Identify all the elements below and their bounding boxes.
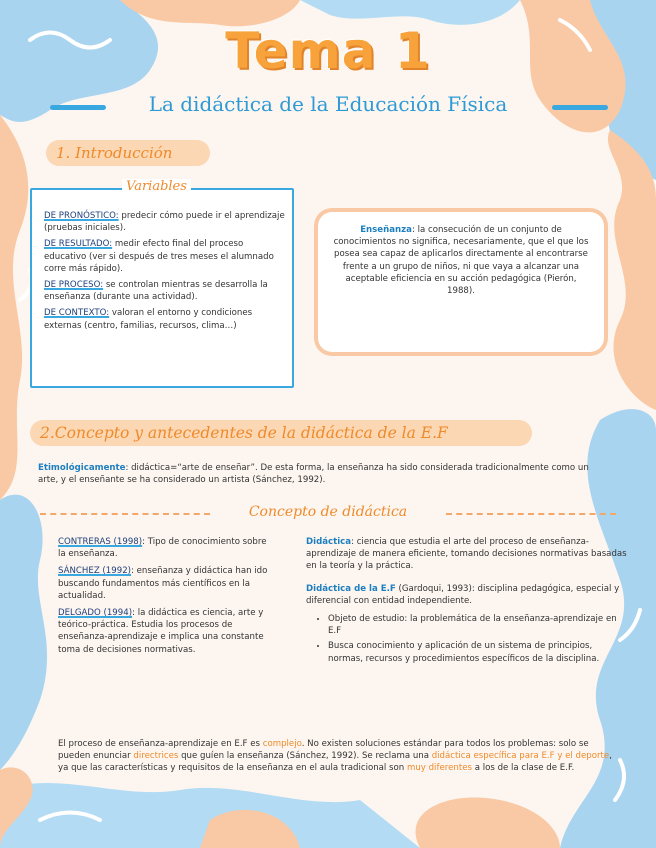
section-1-heading: 1. Introducción [46, 140, 210, 166]
closing-highlight: complejo [262, 739, 302, 749]
ensenanza-box [318, 212, 604, 352]
variable-term: DE RESULTADO: [44, 239, 113, 250]
page-title: Tema 1 [225, 22, 431, 80]
concepto-divider [40, 504, 616, 524]
variables-box [30, 179, 294, 388]
variables-title: Variables [122, 179, 191, 194]
subtitle-row [0, 92, 656, 120]
author-item [58, 607, 272, 656]
etimologia-term: Etimológicamente [38, 463, 126, 473]
author-term: DELGADO (1994) [58, 608, 133, 619]
variable-text: predecir cómo puede ir el aprendizaje (pruebas iniciales). [44, 211, 285, 234]
concepto-title: Concepto de didáctica [40, 504, 616, 520]
author-term: CONTRERAS (1998) [58, 537, 143, 547]
variable-text: medir efecto final del proceso educativo (ver si después de tres meses el alumnado corre más rápido). [44, 239, 274, 274]
bullet-item: • Objeto de estudio: la problemática de la enseñanza-aprendizaje en E.F [328, 613, 628, 637]
closing-text: , ya que las características y requisitos de la enseñanza en el aula tradicional son [58, 751, 612, 774]
didactica-ef-term: Didáctica de la E.F [306, 583, 396, 594]
ensenanza-text: : la consecución de un conjunto de conocimientos no significa, necesariamente, que el que los posea sea capaz de aplicarlos directamente al encontrarse frente a un grupo de niños, ni que vaya a alcanzar una aceptable eficiencia en su acción pedagógica (Pierón, 1988). [333, 225, 589, 297]
variable-term: DE CONTEXTO: [44, 308, 110, 319]
bullet-item: • Busca conocimiento y aplicación de un sistema de principios, normas, recursos y procedimientos específicos de la disciplina. [328, 640, 628, 664]
variable-item [44, 279, 286, 303]
author-item [58, 536, 272, 560]
closing-highlight: didáctica específica para E.F y el deporte [431, 751, 610, 762]
author-term: SÁNCHEZ (1992) [58, 566, 132, 577]
didactica-ef-definition [306, 583, 628, 607]
variable-item [44, 238, 286, 275]
variable-term: DE PRONÓSTICO: [44, 211, 119, 221]
author-text: : enseñanza y didáctica han ido buscando fundamentos más científicos en la actualidad. [58, 566, 268, 601]
didactica-ef-text: (Gardoqui, 1993): disciplina pedagógica, especial y diferencial con entidad independiente. [306, 583, 620, 606]
author-text: : la didáctica es ciencia, arte y teórico-práctica. Estudia los procesos de enseñanza-aprendizaje e implica una constante toma de decisiones normativas. [58, 608, 264, 655]
closing-text: . No existen soluciones estándar para todos los problemas: solo se pueden enunciar [58, 739, 589, 762]
closing-text: que guíen la enseñanza (Sánchez, 1992). Se reclama una [178, 751, 432, 762]
subtitle-line-right [552, 105, 608, 110]
variable-item [44, 210, 286, 234]
closing-highlight: directrices [133, 751, 179, 762]
variable-text: valoran el entorno y condiciones externas (centro, familias, recursos, clima…) [44, 308, 253, 331]
author-item [58, 565, 272, 602]
variable-term: DE PROCESO: [44, 280, 104, 291]
etimologia-text: : didáctica=“arte de enseñar”. De esta forma, la enseñanza ha sido considerada tradicionalmente como un arte, y el enseñante se ha considerado un artista (Sánchez, 1992). [38, 463, 589, 486]
variable-item [44, 307, 286, 331]
divider-line-right [446, 513, 616, 517]
variables-list [44, 210, 286, 336]
closing-text: a los de la clase de E.F. [471, 763, 575, 774]
variable-text: se controlan mientras se desarrolla la enseñanza (durante una actividad). [44, 280, 268, 303]
closing-paragraph [58, 738, 618, 775]
didactica-text: : ciencia que estudia el arte del proceso de enseñanza-aprendizaje de manera eficiente, tomando decisiones normativas basadas en la teoría y la práctica. [306, 537, 627, 572]
authors-column [58, 536, 272, 661]
ensenanza-term: Enseñanza [360, 225, 412, 235]
didactica-ef-bullets [306, 613, 628, 665]
didactica-term: Didáctica [306, 537, 352, 547]
etimologia-paragraph [38, 462, 598, 486]
closing-highlight: muy diferentes [406, 763, 472, 774]
subtitle: La didáctica de la Educación Física [148, 92, 508, 116]
didactica-definition [306, 536, 628, 573]
definitions-column [306, 536, 628, 668]
closing-text: El proceso de enseñanza-aprendizaje en E.F es [58, 739, 263, 749]
author-text: : Tipo de conocimiento sobre la enseñanza. [58, 537, 267, 560]
section-2-heading: 2.Concepto y antecedentes de la didáctica de la E.F [30, 420, 532, 446]
